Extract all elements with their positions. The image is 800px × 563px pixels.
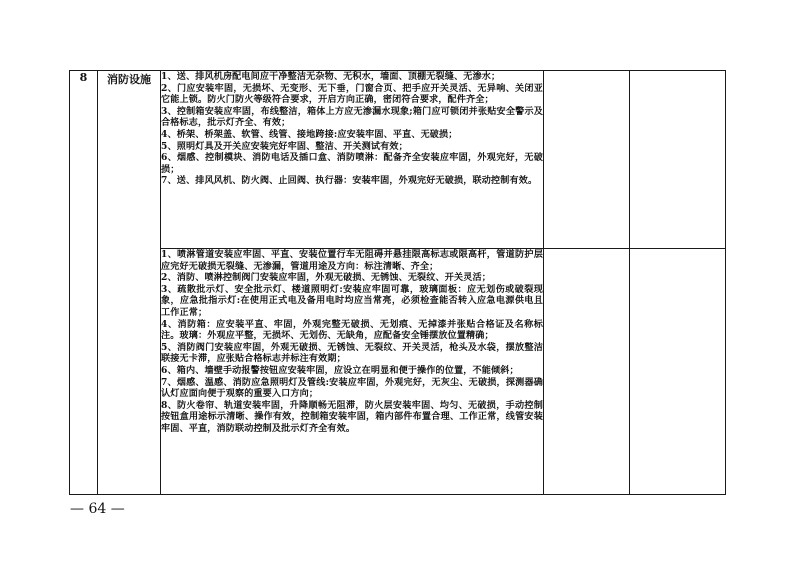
standard-item: 3、控制箱安装应牢固，布线整洁，箱体上方应无渗漏水现象;箱门应可锁闭并张贴安全警示及合格标志，批示灯齐全、有效； <box>161 105 543 129</box>
empty-cell <box>630 249 726 495</box>
table-row <box>70 71 726 249</box>
standard-item: 6、烟感、控制模块、消防电话及插口盒、消防喷淋：配备齐全安装应牢固，外观完好，无破损； <box>161 152 543 175</box>
standard-item: 3、疏散批示灯、安全批示灯、楼道照明灯:安装应牢固可靠，玻璃面板：应无划伤或破裂现象，应急批指示灯:在使用正式电及备用电时均应当常亮，必须检查能否转入应急电源供电且工作正常； <box>161 283 543 318</box>
standard-item: 5、照明灯具及开关应安装完好牢固、整洁、开关测试有效； <box>161 140 408 152</box>
standard-item: 2、门应安装牢固，无损坏、无变形、无下垂，门窗合页、把手应开关灵活、无异响、关闭亚它能上锁。防火门防火等级符合要求，开启方向正确，密闭符合要求，配件齐全； <box>161 82 543 106</box>
empty-cell <box>544 249 630 495</box>
standard-item: 7、送、排风风机、防火阀、止回阀、执行器：安装牢固，外观完好无破损，联动控制有效。 <box>161 175 538 187</box>
standard-item: 6、箱内、墙壁手动报警按钮应安装牢固，应设立在明显和便于操作的位置，不能倾斜； <box>161 364 519 376</box>
standard-item: 1、喷淋管道安装应牢固、平直、安装位置行车无阻碍并悬挂限高标志或限高杆，管道防护层应完好无破损无裂缝、无渗漏，管道用途及方向：标注清晰、齐全； <box>161 249 543 272</box>
empty-cell <box>544 71 630 249</box>
standard-item: 8、防火卷帘、轨道安装牢固，升降顺畅无阻滞，防火层安装牢固、均匀、无破损，手动控制按钮盒用途标示清晰、操作有效，控制箱安装牢固，箱内部件布置合理、工作正常，线管安装牢固、平直，消防联动控制及批示灯齐全有效。 <box>161 399 543 434</box>
standard-item: 7、烟感、温感、消防应急照明灯及管线:安装应牢固，外观完好，无灰尘、无破损，探测器确认灯应面向便于观察的重要入口方向； <box>161 376 543 400</box>
category-label: 消防设施 <box>98 71 161 495</box>
standard-item: 2、消防、喷淋控制阀门安装应牢固，外观无破损、无锈蚀、无裂纹、开关灵活； <box>161 272 492 284</box>
standard-item: 4、桥架、桥架盖、软管、线管、接地跨接:应安装牢固、平直、无破损； <box>161 128 458 140</box>
standard-item: 1、送、排风机房配电间应干净整洁无杂物、无积水，墙面、顶棚无裂缝、无渗水； <box>161 71 501 82</box>
page-number: — 64 — <box>70 501 125 517</box>
standards-cell <box>161 71 544 249</box>
standards-cell <box>161 249 544 495</box>
row-number: 8 <box>70 71 98 495</box>
empty-cell <box>630 71 726 249</box>
standard-item: 4、消防箱：应安装平直、牢固，外观完整无破损、无划痕、无掉漆并张贴合格证及名称标注。玻璃：外观应平整，无损坏、无划伤、无缺角，应配备安全锤摆放位置精确； <box>161 318 543 342</box>
inspection-table <box>69 70 726 495</box>
standard-item: 5、消防阀门安装应牢固，外观无破损、无锈蚀、无裂纹、开关灵活，枪头及水袋，摆放整洁联接无卡滞，应张贴合格标志并标注有效期； <box>161 341 543 365</box>
table-row <box>70 249 726 495</box>
